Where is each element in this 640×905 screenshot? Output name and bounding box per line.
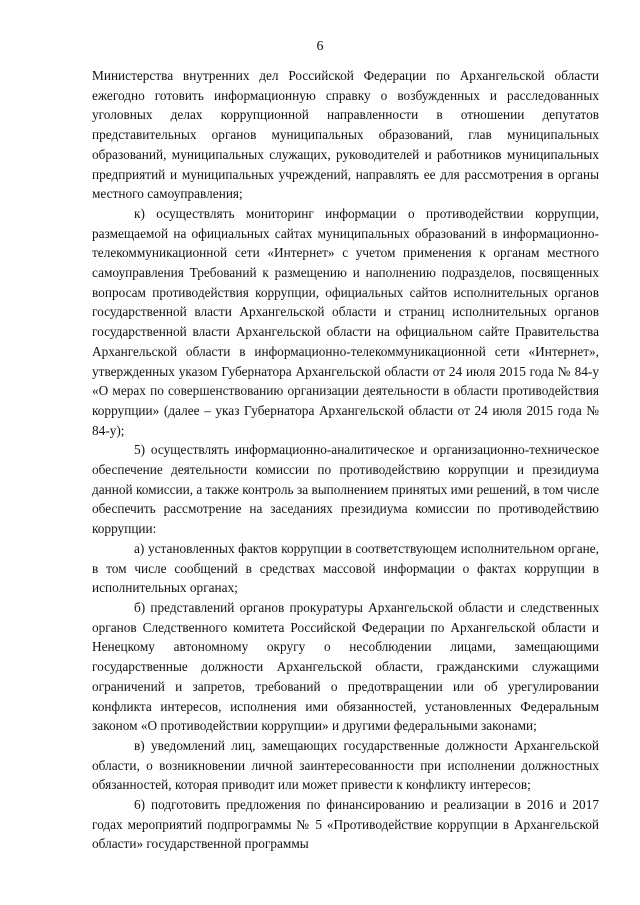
paragraph-item-k: к) осуществлять мониторинг информации о противодействии коррупции, размещаемой на официальных сайтах муниципальных образований в информационно-телекоммуникационной сети «Интернет» с учетом применения к органам местного самоуправления Требований к размещению и наполнению подразделов, посвященных вопросам противодействия коррупции, официальных сайтов исполнительных органов государственной власти Архангельской области и страниц исполнительных органов государственной власти Архангельской области на официальном сайте Правительства Архангельской области в информационно-телекоммуникационной сети «Интернет», утвержденных указом Губернатора Архангельской области от 24 июля 2015 года № 84-у «О мерах по совершенствованию организации деятельности в области противодействия коррупции» (далее – указ Губернатора Архангельской области от 24 июля 2015 года № 84-у); [92,205,599,438]
paragraph-continuation: Министерства внутренних дел Российской Федерации по Архангельской области ежегодно готовить информационную справку о возбужденных и расследованных уголовных делах коррупционной направленности в отношении депутатов представительных органов муниципальных образований, глав муниципальных образований, муниципальных служащих, руководителей и работников муниципальных предприятий и муниципальных учреждений, направлять ее для рассмотрения в органы местного самоуправления; [92,68,599,202]
page-number: 6 [316,39,324,54]
paragraph-item-6: 6) подготовить предложения по финансированию и реализации в 2016 и 2017 годах мероприятий подпрограммы № 5 «Противодействие коррупции в Архангельской области» государственной программы [92,797,599,852]
paragraph-subitem-a: а) установленных фактов коррупции в соответствующем исполнительном органе, в том числе сообщений в средствах массовой информации о фактах коррупции в исполнительных органах; [92,540,599,596]
document-body [92,66,599,854]
paragraph-subitem-b: б) представлений органов прокуратуры Архангельской области и следственных органов Следственного комитета Российской Федерации по Архангельской области и Ненецкому автономному округу о несоблюдении лицами, замещающими государственные должности Архангельской области, гражданскими служащими ограничений и запретов, требований о предотвращении или об урегулировании конфликта интересов, исполнения ими обязанностей, установленных Федеральным законом «О противодействии коррупции» и другими федеральными законами; [92,599,599,734]
paragraph-item-5: 5) осуществлять информационно-аналитическое и организационно-техническое обеспечение деятельности комиссии по противодействию коррупции и президиума данной комиссии, а также контроль за выполнением принятых ими решений, в том числе обеспечить рассмотрение на заседаниях президиума комиссии по противодействию коррупции: [92,442,599,537]
paragraph-subitem-v: в) уведомлений лиц, замещающих государственные должности Архангельской области, о возникновении личной заинтересованности при исполнении должностных обязанностей, которая приводит или может привести к конфликту интересов; [92,737,599,793]
